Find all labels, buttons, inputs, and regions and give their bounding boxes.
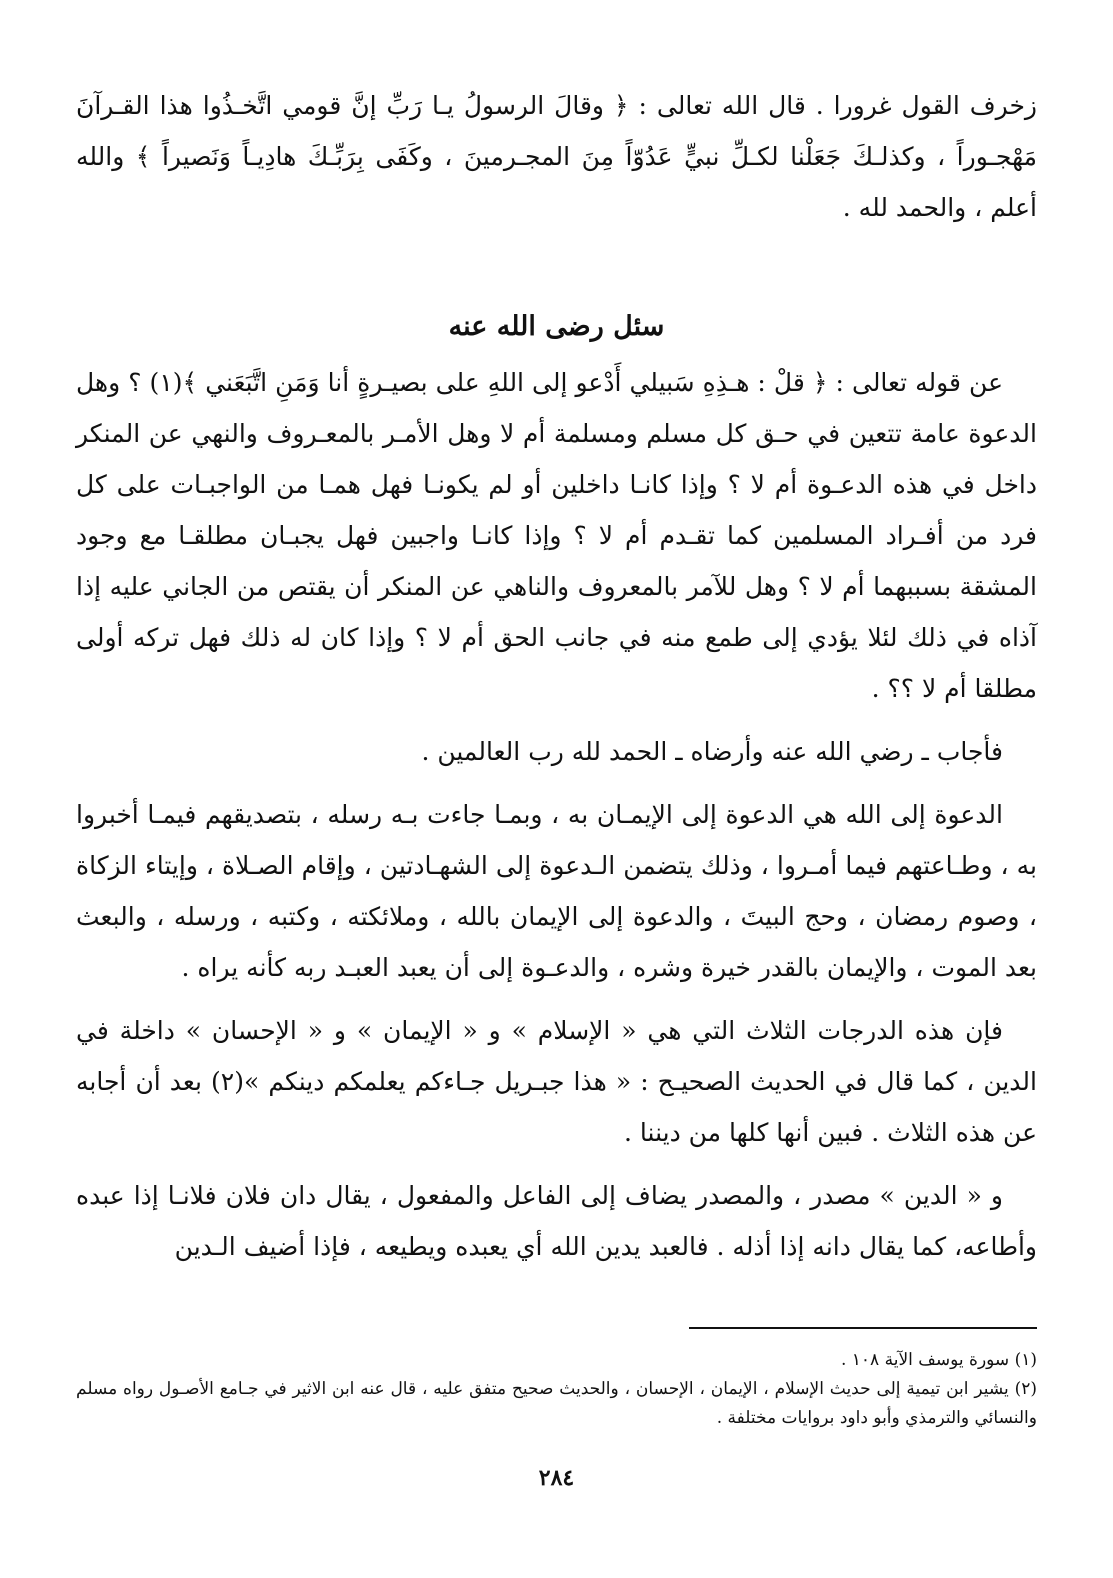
page-number: ٢٨٤: [538, 1465, 575, 1491]
answer-paragraph: الدعوة إلى الله هي الدعوة إلى الإيمـان به ، وبمـا جاءت بـه رسله ، بتصديقهم فيمـا أخبروا به ، وطـاعتهم فيما أمـروا ، وذلك يتضمن الـدعوة إلى الشهـادتين ، وإقام الصـلاة ، وإيتاء الزكاة ، وصوم رمضان ، وحج البيتَ ، والدعوة إلى الإيمان بالله ، وملائكته ، وكتبه ، ورسله ، والبعث بعد الموت ، والإيمان بالقدر خيرة وشره ، والدعـوة إلى أن يعبد العبـد ربه كأنه يراه .: [76, 800, 1037, 982]
top-paragraph: زخرف القول غرورا . قال الله تعالى : ﴿ وقالَ الرسولُ يـا رَبِّ إنَّ قومي اتَّخـذُوا هذا القـرآنَ مَهْجـوراً ، وكذلـكَ جَعَلْنا لكـلِّ نبيٍّ عَدُوّاً مِنَ المجـرمينَ ، وكَفَى بِرَبِّـكَ هادِيـاً وَنَصيراً ﴾ والله أعلم ، والحمد لله .: [76, 91, 1037, 222]
answer-paragraph: و « الدين » مصدر ، والمصدر يضاف إلى الفاعل والمفعول ، يقال دان فلان فلانـا إذا عبده وأطاعه، كما يقال دانه إذا أذله . فالعبد يدين الله أي يعبده ويطيعه ، فإذا أضيف الـدين: [76, 1181, 1037, 1261]
question-paragraph: عن قوله تعالى : ﴿ قلْ : هـذِهِ سَبيلي أَدْعو إلى اللهِ على بصيـرةٍ أنا وَمَنِ اتَّبَعَني ﴾(١) ؟ وهل الدعوة عامة تتعين في حـق كل مسلم ومسلمة أم لا وهل الأمـر بالمعـروف والنهي عن المنكر داخل في هذه الدعـوة أم لا ؟ وإذا كانـا داخلين أو لم يكونـا فهل همـا من الواجبـات على كل فرد من أفـراد المسلمين كما تقـدم أم لا ؟ وإذا كانـا واجبين فهل يجبـان مطلقـا مع وجود المشقة بسببهما أم لا ؟ وهل للآمر بالمعروف والناهي عن المنكر أن يقتص من الجاني عليه إذا آذاه في ذلك لئلا يؤدي إلى طمع منه في جانب الحق أم لا ؟ وإذا كان له ذلك فهل تركه أولى مطلقا أم لا ؟؟ .: [76, 368, 1037, 703]
footnote-divider: [689, 1327, 1037, 1329]
footnote-1: (١) سورة يوسف الآية ١٠٨ .: [840, 1350, 1037, 1370]
section-heading: سئل رضى الله عنه: [448, 311, 665, 342]
answer-intro: فأجاب ـ رضي الله عنه وأرضاه ـ الحمد لله رب العالمين .: [421, 737, 1003, 766]
answer-paragraph: فإن هذه الدرجات الثلاث التي هي « الإسلام » و « الإيمان » و « الإحسان » داخلة في الدين ، كما قال في الحديث الصحيـح : « هذا جبـريل جـاءكم يعلمكم دينكم »(٢) بعد أن أجابه عن هذه الثلاث . فبين أنها كلها من ديننا .: [76, 1016, 1037, 1147]
main-text: [76, 80, 1037, 1272]
footnote-2: (٢) يشير ابن تيمية إلى حديث الإسلام ، الإيمان ، الإحسان ، والحديث صحيح متفق عليه ، قال عنه ابن الاثير في جـامع الأصـول رواه مسلم والنسائي والترمذي وأبو داود بروايات مختلفة .: [76, 1379, 1037, 1428]
footnotes: [76, 1346, 1037, 1433]
